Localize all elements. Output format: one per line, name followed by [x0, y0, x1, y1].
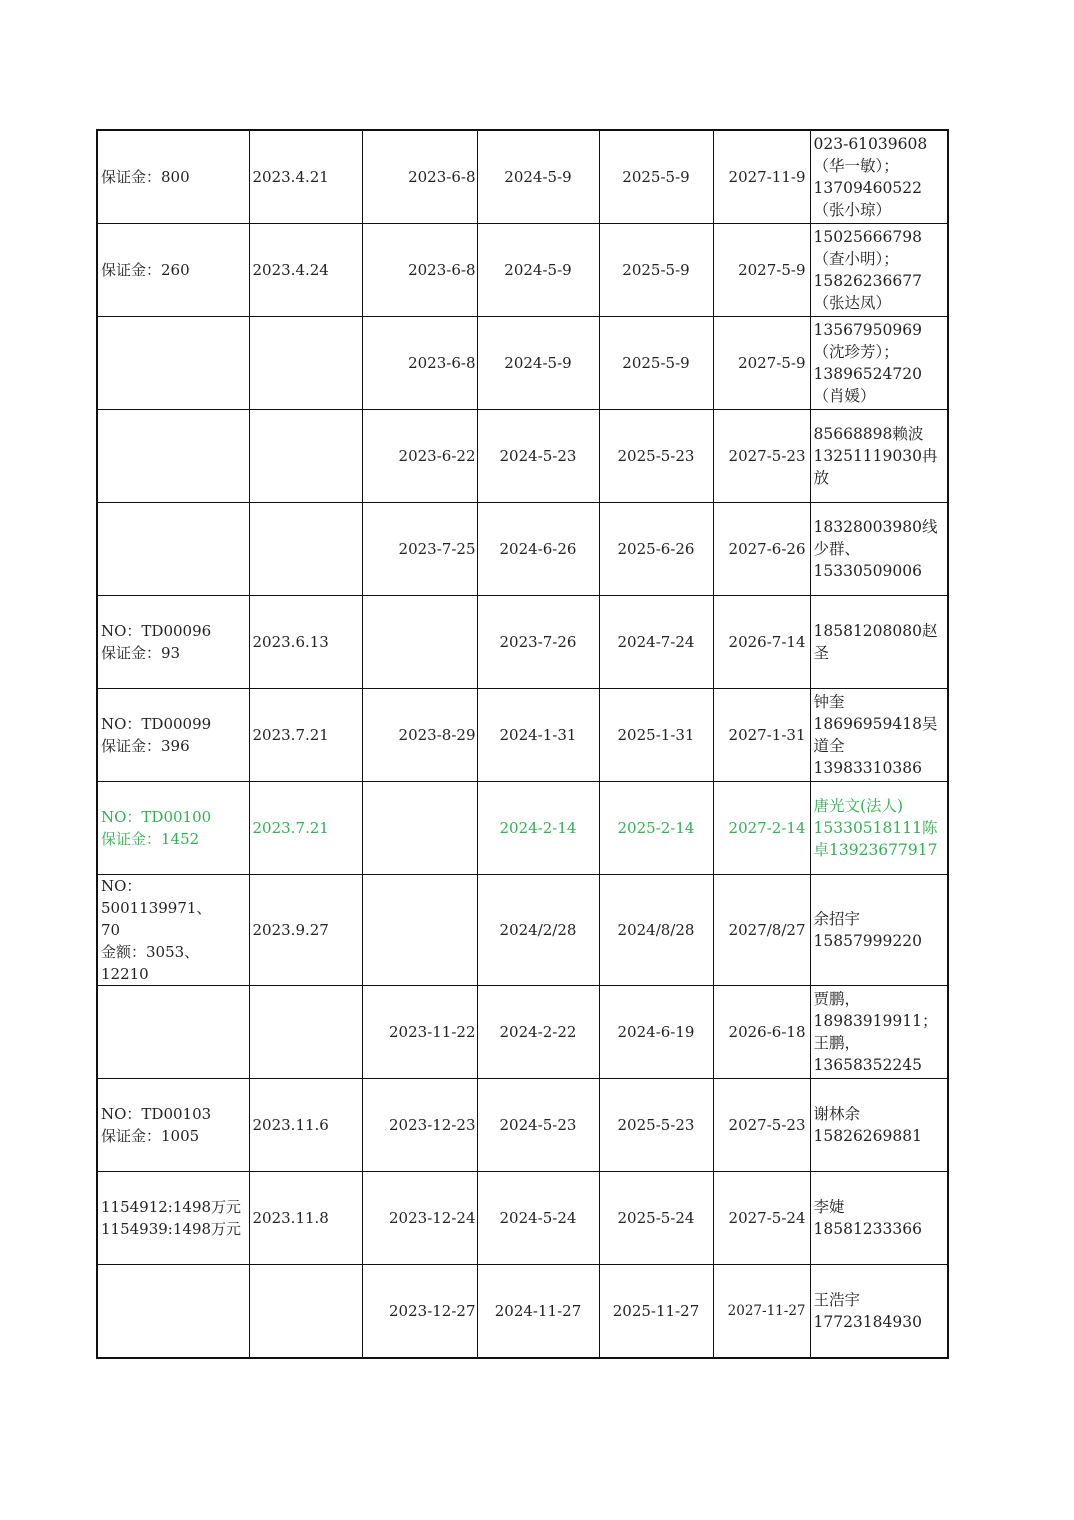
table-row [97, 596, 948, 689]
date-cell-1 [362, 782, 477, 875]
table-row [97, 875, 948, 986]
contact-cell: 15025666798 （查小明）； 15826236677 （张达凤） [810, 224, 948, 317]
deposit-cell: NO：TD00099 保证金：396 [97, 689, 249, 782]
date-cell-2: 2024/2/28 [477, 875, 599, 986]
date-cell-3: 2025-6-26 [599, 503, 713, 596]
deposit-cell [97, 1265, 249, 1359]
date-cell-4: 2026-6-18 [713, 986, 810, 1079]
table-row [97, 1172, 948, 1265]
table-row [97, 986, 948, 1079]
date-cell-3: 2025-2-14 [599, 782, 713, 875]
date-cell-2: 2024-5-9 [477, 130, 599, 224]
date-cell-1: 2023-6-8 [362, 130, 477, 224]
sign-date-cell: 2023.4.21 [249, 130, 362, 224]
date-cell-4: 2027-5-24 [713, 1172, 810, 1265]
date-cell-2: 2024-5-9 [477, 317, 599, 410]
sign-date-cell [249, 410, 362, 503]
table-row [97, 130, 948, 224]
sign-date-cell [249, 986, 362, 1079]
date-cell-2: 2024-2-22 [477, 986, 599, 1079]
date-cell-3: 2025-5-9 [599, 224, 713, 317]
date-cell-3: 2025-5-9 [599, 130, 713, 224]
date-cell-4: 2027-2-14 [713, 782, 810, 875]
date-cell-4: 2027-5-9 [713, 224, 810, 317]
date-cell-2: 2024-5-23 [477, 1079, 599, 1172]
date-cell-2: 2024-5-23 [477, 410, 599, 503]
date-cell-1: 2023-6-22 [362, 410, 477, 503]
deposit-cell: NO：5001139971、 70 金额：3053、 12210 [97, 875, 249, 986]
date-cell-1: 2023-11-22 [362, 986, 477, 1079]
table-row [97, 224, 948, 317]
date-cell-4: 2027/8/27 [713, 875, 810, 986]
deposit-cell: 保证金：260 [97, 224, 249, 317]
contact-cell: 王浩宇 17723184930 [810, 1265, 948, 1359]
date-cell-3: 2025-5-23 [599, 410, 713, 503]
date-cell-1: 2023-12-24 [362, 1172, 477, 1265]
contact-cell: 谢林余 15826269881 [810, 1079, 948, 1172]
table-row [97, 689, 948, 782]
deposit-cell [97, 503, 249, 596]
contact-cell: 13567950969 （沈珍芳）； 13896524720 （肖媛） [810, 317, 948, 410]
date-cell-3: 2025-5-9 [599, 317, 713, 410]
table-row [97, 410, 948, 503]
date-cell-1 [362, 596, 477, 689]
contact-cell: 023-61039608 （华一敏）； 13709460522 （张小琼） [810, 130, 948, 224]
table-row [97, 503, 948, 596]
deposit-cell [97, 986, 249, 1079]
date-cell-4: 2027-5-9 [713, 317, 810, 410]
sign-date-cell: 2023.7.21 [249, 689, 362, 782]
date-cell-1: 2023-8-29 [362, 689, 477, 782]
date-cell-4: 2027-5-23 [713, 410, 810, 503]
contact-cell: 余招宇 15857999220 [810, 875, 948, 986]
date-cell-1: 2023-12-23 [362, 1079, 477, 1172]
date-cell-3: 2024/8/28 [599, 875, 713, 986]
date-cell-2: 2024-1-31 [477, 689, 599, 782]
sign-date-cell: 2023.11.8 [249, 1172, 362, 1265]
sign-date-cell: 2023.4.24 [249, 224, 362, 317]
sign-date-cell: 2023.9.27 [249, 875, 362, 986]
table-row [97, 317, 948, 410]
sign-date-cell: 2023.6.13 [249, 596, 362, 689]
date-cell-4: 2027-5-23 [713, 1079, 810, 1172]
date-cell-1: 2023-6-8 [362, 224, 477, 317]
date-cell-1: 2023-7-25 [362, 503, 477, 596]
deposit-cell [97, 317, 249, 410]
deposit-cell: NO：TD00100 保证金：1452 [97, 782, 249, 875]
date-cell-3: 2024-7-24 [599, 596, 713, 689]
contact-cell: 85668898赖波 13251119030冉 放 [810, 410, 948, 503]
date-cell-1: 2023-6-8 [362, 317, 477, 410]
contact-cell: 李婕 18581233366 [810, 1172, 948, 1265]
date-cell-4: 2027-6-26 [713, 503, 810, 596]
sign-date-cell [249, 317, 362, 410]
sign-date-cell [249, 503, 362, 596]
deposit-cell: NO：TD00103 保证金：1005 [97, 1079, 249, 1172]
date-cell-4: 2027-11-27 [713, 1265, 810, 1359]
contact-cell: 贾鹏， 18983919911； 王鹏， 13658352245 [810, 986, 948, 1079]
sign-date-cell: 2023.7.21 [249, 782, 362, 875]
date-cell-3: 2024-6-19 [599, 986, 713, 1079]
deposit-cell: NO：TD00096 保证金：93 [97, 596, 249, 689]
date-cell-4: 2027-11-9 [713, 130, 810, 224]
date-cell-4: 2026-7-14 [713, 596, 810, 689]
deposit-cell: 1154912:1498万元 1154939:1498万元 [97, 1172, 249, 1265]
table-row [97, 1265, 948, 1359]
table-row [97, 1079, 948, 1172]
date-cell-2: 2024-6-26 [477, 503, 599, 596]
date-cell-4: 2027-1-31 [713, 689, 810, 782]
table-row-highlighted [97, 782, 948, 875]
date-cell-2: 2023-7-26 [477, 596, 599, 689]
date-cell-3: 2025-11-27 [599, 1265, 713, 1359]
date-cell-2: 2024-5-24 [477, 1172, 599, 1265]
date-cell-2: 2024-11-27 [477, 1265, 599, 1359]
date-cell-3: 2025-5-23 [599, 1079, 713, 1172]
data-table [96, 129, 949, 1359]
date-cell-3: 2025-1-31 [599, 689, 713, 782]
contact-cell: 唐光文(法人) 15330518111陈 卓13923677917 [810, 782, 948, 875]
contact-cell: 钟奎 18696959418吴 道全 13983310386 [810, 689, 948, 782]
date-cell-1: 2023-12-27 [362, 1265, 477, 1359]
sign-date-cell: 2023.11.6 [249, 1079, 362, 1172]
sign-date-cell [249, 1265, 362, 1359]
date-cell-2: 2024-2-14 [477, 782, 599, 875]
date-cell-2: 2024-5-9 [477, 224, 599, 317]
table-body [97, 130, 948, 1358]
deposit-cell: 保证金：800 [97, 130, 249, 224]
date-cell-3: 2025-5-24 [599, 1172, 713, 1265]
deposit-cell [97, 410, 249, 503]
date-cell-1 [362, 875, 477, 986]
contact-cell: 18581208080赵 圣 [810, 596, 948, 689]
contact-cell: 18328003980线 少群、 15330509006 [810, 503, 948, 596]
